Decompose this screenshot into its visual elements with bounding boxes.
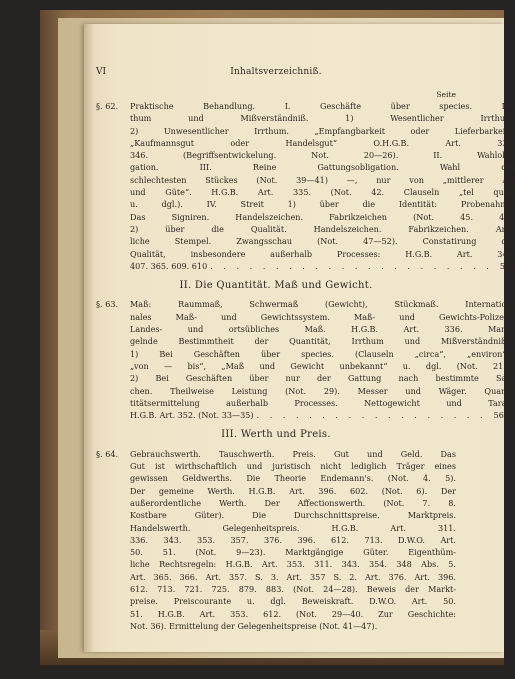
text-line: außerordentliche Werth. Der Affectionswerth. (Not. 7. 8.: [130, 497, 456, 508]
text-line: liche Rechtsregeln: H.G.B. Art. 353. 311. 343. 354. 348 Abs. 5.: [130, 559, 456, 570]
section-text: [130, 448, 456, 632]
text-line-with-page: [130, 409, 509, 421]
chapter-heading: II. Die Quantität. Maß und Gewicht.: [179, 280, 373, 292]
dot-leader: . . . . . . . . . . . . . . . . . . . . . .: [210, 260, 493, 271]
text-line: 407. 365. 609. 610: [130, 260, 208, 271]
text-line: 612. 713. 721. 725. 879. 883. (Not. 24—28). Beweis der Markt-: [130, 583, 456, 594]
text-line: Landes- und ortsübliches Maß. H.G.B. Art. 336. Man-: [130, 324, 510, 335]
toc-section-64: [96, 448, 456, 632]
text-line: und Güte“. H.G.B. Art. 335. (Not. 42. Clauseln „tel quel“: [130, 187, 515, 198]
text-line: u. dgl.). IV. Streit 1) über die Identität: Probenahme.: [130, 199, 515, 210]
text-line: Art. 365. 366. Art. 357. S. 3. Art. 357 S. 2. Art. 376. Art. 396.: [130, 571, 456, 582]
section-text: [130, 298, 509, 421]
text-line: schlechtesten Stückes (Not. 39—41) —, nur von „mittlerer Art: [130, 174, 515, 185]
text-line: gation. III. Reine Gattungsobligation. Wahl des: [130, 162, 515, 173]
toc-section-63: [96, 298, 510, 421]
text-line: H.G.B. Art. 352. (Not. 33—35): [130, 410, 254, 421]
text-line: Not. 36). Ermittelung der Gelegenheitspreise (Not. 41—47).: [130, 620, 378, 631]
page-reference: 564: [493, 410, 510, 421]
page-content: [96, 66, 515, 634]
text-line: Kostbare Güter). Die Durchschnittspreise. Marktpreis.: [130, 510, 456, 521]
running-header: [96, 66, 456, 80]
toc-section-62: [96, 100, 515, 272]
text-line: 2) Bei Geschäften über nur der Gattung nach bestimmte Sa-: [130, 373, 510, 384]
text-line: 336. 343. 353. 357. 376. 396. 612. 713. D.W.O. Art.: [130, 534, 456, 545]
text-line: Handelswerth. Gelegenheitspreis. H.G.B. Art. 311.: [130, 522, 456, 533]
text-line: 1) Bei Geschäften über species. (Clauseln „circa“, „environ“,: [130, 348, 510, 359]
running-title: Inhaltsverzeichniß.: [230, 67, 322, 77]
section-number: §. 62.: [96, 101, 119, 111]
text-line: gewissen Geldwerths. Die Theorie Endemann's. (Not. 4. 5).: [130, 473, 456, 484]
text-line: preise. Preiscourante u. dgl. Beweiskraft. D.W.O. Art. 50.: [130, 596, 456, 607]
text-line: liche Stempel. Zwangsschau (Not. 47—52). Constatirung der: [130, 236, 515, 247]
text-line: Gebrauchswerth. Tauschwerth. Preis. Gut und Geld. Das: [130, 448, 456, 459]
text-line: Gut ist wirthschaftlich und juristisch nicht lediglich Träger eines: [130, 461, 456, 472]
text-line: „Kaufmannsgut oder Handelsgut“ O.H.G.B. Art. 335.: [130, 137, 515, 148]
dot-leader: . . . . . . . . . . . . . . . . . .: [256, 410, 487, 421]
chapter-heading: III. Werth und Preis.: [221, 429, 331, 441]
text-line-with-page: [130, 260, 515, 272]
text-line: Das Signiren. Handelszeichen. Fabrikzeichen (Not. 45. 46);: [130, 211, 515, 222]
text-line: 2) über die Qualität. Handelszeichen. Fabrikzeichen. Amt-: [130, 223, 515, 234]
page-number: VI: [96, 67, 107, 77]
text-line: chen. Theilweise Leistung (Not. 29). Messer und Wäger. Quan-: [130, 385, 510, 396]
section-number: §. 63.: [96, 299, 119, 310]
text-line: Praktische Behandlung. I. Geschäfte über species. Irr-: [130, 101, 515, 111]
gutter-shadow: [84, 24, 94, 652]
text-line: Maß: Raummaß, Schwermaß (Gewicht), Stückmaß. Internatio-: [130, 299, 510, 310]
text-line: Der gemeine Werth. H.G.B. Art. 396. 602. (Not. 6). Der: [130, 485, 456, 496]
seite-label: Seite: [436, 90, 456, 99]
section-number: §. 64.: [96, 448, 119, 459]
text-line: 51. H.G.B. Art. 353. 612. (Not. 29—40. Zur Geschichte:: [130, 608, 456, 619]
text-line: nales Maß- und Gewichtssystem. Maß- und Gewichts-Polizei.: [130, 311, 510, 322]
text-line: „von — bis“, „Maß und Gewicht unbekannt“ u. dgl. (Not. 21).: [130, 360, 510, 371]
page-reference: 544: [499, 260, 515, 271]
text-line: gelnde Bestimmtheit der Quantität, Irrthum und Mißverständniß:: [130, 336, 510, 347]
text-line: 2) Unwesentlicher Irrthum. „Empfangbarkeit oder Lieferbarkeit“.: [130, 125, 515, 136]
text-line: 50. 51. (Not. 9—23). Marktgängige Güter. Eigenthüm-: [130, 547, 456, 558]
text-line: Qualität, insbesondere außerhalb Processes: H.G.B. Art. 348.: [130, 248, 515, 259]
text-line: 346. (Begriffsentwickelung. Not. 20—26). II. Wahlobli-: [130, 150, 515, 161]
text-line: thum und Mißverständniß. 1) Wesentlicher Irrthum.: [130, 113, 515, 124]
text-line: titätsermittelung außerhalb Processes. Nettogewicht und Tara.: [130, 397, 510, 408]
section-text: [130, 100, 515, 272]
